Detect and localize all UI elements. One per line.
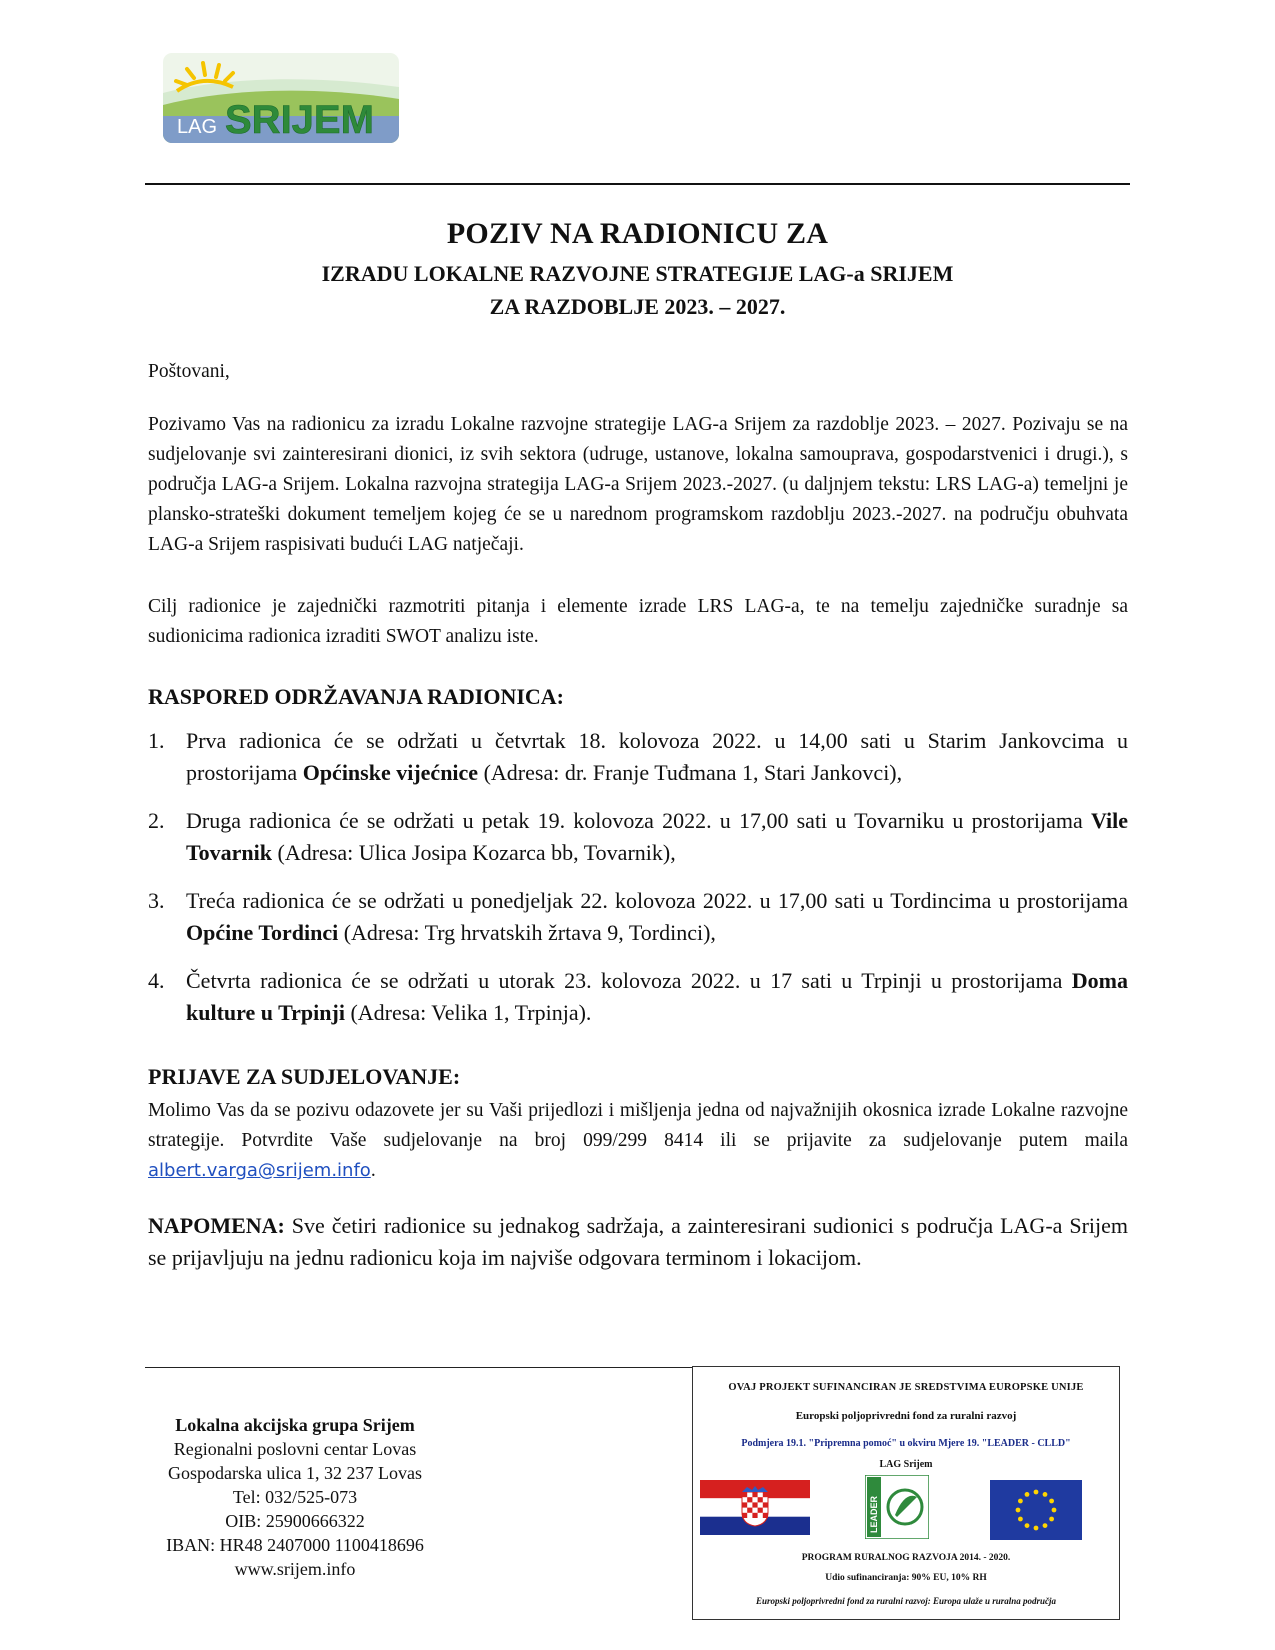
title-line-2: IZRADU LOKALNE RAZVOJNE STRATEGIJE LAG-a SRIJEM: [321, 261, 954, 286]
lag-srijem-logo: [163, 53, 399, 143]
registration-heading: PRIJAVE ZA SUDJELOVANJE:: [148, 1064, 461, 1089]
venue-name: Općine Tordinci: [186, 920, 339, 945]
greeting: Poštovani,: [148, 361, 230, 382]
schedule-heading: RASPORED ODRŽAVANJA RADIONICA:: [148, 684, 565, 709]
item-text: Četvrta radionica će se održati u utorak 23. kolovoza 2022. u 17 sati u Trpinji u prostorijama Doma kulture u Trpinji (Adresa: Velika 1, Trpinja).: [186, 968, 1128, 1025]
title-line-3: ZA RAZDOBLJE 2023. – 2027.: [489, 294, 786, 319]
item-text: Druga radionica će se održati u petak 19. kolovoza 2022. u 17,00 sati u Tovarniku u prostorijama Vile Tovarnik (Adresa: Ulica Josipa Kozarca bb, Tovarnik),: [186, 808, 1128, 865]
schedule-item: [148, 805, 1128, 869]
title-line-1: POZIV NA RADIONICU ZA: [446, 217, 829, 250]
organization-contact: [145, 1413, 445, 1581]
org-address-line: Gospodarska ulica 1, 32 237 Lovas: [168, 1463, 422, 1483]
lag-name: LAG Srijem: [879, 1459, 933, 1470]
rdp-program: PROGRAM RURALNOG RAZVOJA 2014. - 2020.: [801, 1553, 1011, 1563]
eu-funding-box: [692, 1366, 1120, 1620]
org-iban: IBAN: HR48 2407000 1100418696: [166, 1535, 424, 1555]
footer-divider: [145, 1367, 692, 1368]
venue-name: Vile Tovarnik: [186, 808, 1128, 865]
croatian-flag-icon: [700, 1480, 810, 1535]
logo-srijem-text: SRIJEM: [225, 98, 374, 142]
schedule-item: [148, 965, 1128, 1029]
item-text: Prva radionica će se održati u četvrtak 18. kolovoza 2022. u 14,00 sati u Starim Jankovcima u prostorijama Općinske vijećnice (Adresa: dr. Franje Tuđmana 1, Stari Jankovci),: [186, 728, 1128, 785]
eu-flag-icon: [990, 1480, 1082, 1540]
goal-paragraph: Cilj radionice je zajednički razmotriti pitanja i elemente izrade LRS LAG-a, te na temelju zajedničke suradnje sa sudionicima radionica izraditi SWOT analizu iste.: [148, 596, 1128, 647]
submeasure-text: Podmjera 19.1. "Pripremna pomoć" u okviru Mjere 19. "LEADER - CLLD": [741, 1438, 1071, 1449]
logo-lag-text: LAG: [177, 116, 218, 138]
item-number: 1.: [148, 728, 165, 753]
org-name: Lokalna akcijska grupa Srijem: [175, 1415, 415, 1435]
leader-logo-icon: [865, 1475, 929, 1539]
eu-funding-title: OVAJ PROJEKT SUFINANCIRAN JE SREDSTVIMA EUROPSKE UNIJE: [728, 1382, 1084, 1393]
schedule-item: [148, 885, 1128, 949]
header-divider: [145, 183, 1130, 185]
eafrd-slogan: Europski poljoprivredni fond za ruralni razvoj: Europa ulaže u ruralna područja: [755, 1596, 1057, 1606]
cofinancing-share: Udio sufinanciranja: 90% EU, 10% RH: [825, 1573, 987, 1583]
item-number: 4.: [148, 968, 165, 993]
schedule-list: [148, 725, 1128, 1045]
org-phone: Tel: 032/525-073: [232, 1487, 358, 1507]
venue-name: Općinske vijećnice: [302, 760, 479, 785]
item-text: Treća radionica će se održati u ponedjeljak 22. kolovoza 2022. u 17,00 sati u Tordincima u prostorijama Općine Tordinci (Adresa: Trg hrvatskih žrtava 9, Tordinci),: [186, 888, 1128, 945]
item-number: 2.: [148, 808, 165, 833]
note-label: NAPOMENA:: [148, 1213, 285, 1238]
org-oib: OIB: 25900666322: [225, 1511, 365, 1531]
intro-paragraph: Pozivamo Vas na radionicu za izradu Lokalne razvojne strategije LAG-a Srijem za razdoblje 2023. – 2027. Pozivaju se na sudjelovanje svi zainteresirani dionici, iz svih sektora (udruge, ustanove, lokalna samouprava, gospodarstvenici i drugi.), s područja LAG-a Srijem. Lokalna razvojna strategija LAG-a Srijem 2023.-2027. (u daljnjem tekstu: LRS LAG-a) temeljni je plansko-strateški dokument temeljem kojeg će se u narednom programskom razdoblju 2023.-2027. na području obuhvata LAG-a Srijem raspisivati budući LAG natječaji.: [148, 414, 1128, 555]
email-link[interactable]: albert.varga@srijem.info: [148, 1160, 371, 1181]
org-address-line: Regionalni poslovni centar Lovas: [173, 1439, 417, 1459]
registration-paragraph: Molimo Vas da se pozivu odazovete jer su Vaši prijedlozi i mišljenja jedna od najvažnijih okosnica izrade Lokalne razvojne strategije. Potvrdite Vaše sudjelovanje na broj 099/299 8414 ili se prijavite za sudjelovanje putem maila albert.varga@srijem.info.: [148, 1100, 1128, 1181]
eafrd-name: Europski poljoprivredni fond za ruralni razvoj: [795, 1410, 1017, 1422]
note-paragraph: NAPOMENA: Sve četiri radionice su jednakog sadržaja, a zainteresirani sudionici s područja LAG-a Srijem se prijavljuju na jednu radionicu koja im najviše odgovara terminom i lokacijom.: [148, 1213, 1128, 1270]
org-website: www.srijem.info: [234, 1559, 356, 1579]
schedule-item: [148, 725, 1128, 789]
leader-text: LEADER: [869, 1495, 879, 1533]
venue-name: Doma kulture u Trpinji: [186, 968, 1128, 1025]
item-number: 3.: [148, 888, 165, 913]
